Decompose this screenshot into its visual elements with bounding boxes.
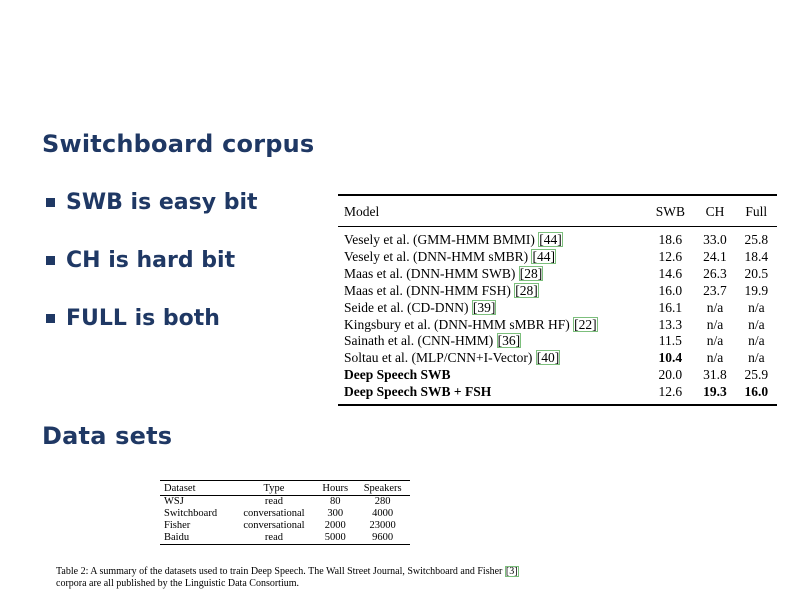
- header-type: Type: [233, 481, 315, 496]
- model-name: Deep Speech SWB: [344, 367, 451, 383]
- square-bullet-icon: [46, 314, 55, 323]
- ch-cell: 24.1: [703, 248, 727, 264]
- results-row: [338, 333, 777, 350]
- citation-link[interactable]: [44]: [532, 248, 555, 264]
- caption-text: Table 2: A summary of the datasets used to train Deep Speech. The Wall Street Journal, Switchboard and Fisher: [56, 566, 505, 577]
- results-table: [338, 194, 777, 406]
- model-name: Maas et al. (DNN-HMM SWB): [344, 265, 516, 281]
- model-name: Vesely et al. (GMM-HMM BMMI): [344, 232, 535, 247]
- dataset-cell: Switchboard: [164, 508, 218, 519]
- swb-cell: 11.5: [658, 333, 682, 349]
- model-cell: [338, 227, 646, 249]
- model-name: Deep Speech SWB + FSH: [344, 384, 492, 400]
- bullet-item: [46, 190, 258, 248]
- type-cell: conversational: [243, 520, 305, 531]
- bullet-text: CH is hard bit: [66, 248, 236, 273]
- section-title-datasets: Data sets: [42, 422, 173, 450]
- citation-link[interactable]: [3]: [505, 566, 518, 577]
- dataset-row: [160, 520, 410, 532]
- ch-cell: 26.3: [703, 265, 727, 281]
- full-cell: 16.0: [736, 384, 777, 405]
- swb-cell: 12.6: [646, 384, 694, 405]
- square-bullet-icon: [46, 256, 55, 265]
- model-cell: [338, 300, 646, 317]
- full-cell: n/a: [748, 333, 765, 349]
- ch-cell: 23.7: [703, 282, 727, 298]
- header-dataset: Dataset: [160, 481, 233, 496]
- citation-link[interactable]: [40]: [536, 350, 560, 366]
- ch-cell: 33.0: [703, 232, 727, 247]
- results-row: [338, 317, 777, 334]
- type-cell: read: [264, 496, 283, 507]
- citation-link[interactable]: [39]: [472, 299, 496, 315]
- bullet-text: SWB is easy bit: [66, 190, 258, 215]
- dataset-row: [160, 532, 410, 545]
- model-cell: [338, 350, 646, 367]
- swb-cell: 10.4: [658, 350, 683, 366]
- ch-cell: n/a: [706, 333, 724, 349]
- results-row: [338, 350, 777, 367]
- model-cell: [338, 384, 646, 405]
- header-full: Full: [736, 195, 777, 227]
- model-cell: [338, 283, 646, 300]
- dataset-table: [160, 480, 410, 545]
- header-swb: SWB: [646, 195, 694, 227]
- results-row: [338, 283, 777, 300]
- section-title-switchboard: Switchboard corpus: [42, 130, 315, 158]
- results-row: [338, 249, 777, 266]
- speakers-cell: 280: [374, 496, 391, 507]
- dataset-row: [160, 496, 410, 509]
- model-name: Seide et al. (CD-DNN): [344, 299, 469, 315]
- dataset-header-row: [160, 481, 410, 496]
- model-cell: [338, 367, 646, 384]
- swb-cell: 12.6: [658, 248, 683, 264]
- table-caption: [56, 566, 526, 590]
- dataset-cell: Baidu: [160, 532, 233, 545]
- results-row: [338, 300, 777, 317]
- citation-link[interactable]: [44]: [539, 232, 562, 247]
- full-cell: n/a: [748, 350, 765, 366]
- dataset-cell: WSJ: [164, 496, 184, 507]
- citation-link[interactable]: [22]: [574, 316, 597, 332]
- swb-cell: 20.0: [658, 367, 683, 383]
- full-cell: 18.4: [744, 248, 769, 264]
- speakers-cell: 23000: [369, 520, 396, 531]
- swb-cell: 13.3: [658, 316, 683, 332]
- results-row: [338, 266, 777, 283]
- results-row: [338, 367, 777, 384]
- model-name: Vesely et al. (DNN-HMM sMBR): [344, 248, 529, 264]
- model-cell: [338, 266, 646, 283]
- ch-cell: 31.8: [703, 367, 727, 383]
- type-cell: read: [233, 532, 315, 545]
- full-cell: 25.8: [744, 232, 769, 247]
- full-cell: 19.9: [744, 282, 769, 298]
- model-name: Soltau et al. (MLP/CNN+I-Vector): [344, 350, 533, 366]
- bullet-item: [46, 248, 258, 306]
- speakers-cell: 9600: [355, 532, 410, 545]
- swb-cell: 16.1: [658, 299, 683, 315]
- hours-cell: 5000: [315, 532, 355, 545]
- dataset-cell: Fisher: [164, 520, 191, 531]
- swb-cell: 14.6: [658, 265, 683, 281]
- type-cell: conversational: [243, 508, 305, 519]
- model-name: Sainath et al. (CNN-HMM): [344, 333, 494, 349]
- header-ch: CH: [694, 195, 735, 227]
- swb-cell: 16.0: [658, 282, 683, 298]
- header-hours: Hours: [315, 481, 355, 496]
- hours-cell: 80: [329, 496, 341, 507]
- citation-link[interactable]: [28]: [515, 282, 538, 298]
- citation-link[interactable]: [36]: [497, 333, 521, 349]
- model-cell: [338, 333, 646, 350]
- bullet-text: FULL is both: [66, 306, 220, 331]
- dataset-row: [160, 508, 410, 520]
- hours-cell: 2000: [324, 520, 346, 531]
- speakers-cell: 4000: [372, 508, 394, 519]
- ch-cell: n/a: [706, 299, 724, 315]
- header-speakers: Speakers: [355, 481, 410, 496]
- citation-link[interactable]: [28]: [519, 265, 543, 281]
- full-cell: 20.5: [744, 265, 769, 281]
- full-cell: 25.9: [744, 367, 769, 383]
- full-cell: n/a: [748, 316, 765, 332]
- results-row: [338, 227, 777, 249]
- swb-cell: 18.6: [658, 232, 683, 247]
- ch-cell: 19.3: [694, 384, 735, 405]
- model-name: Kingsbury et al. (DNN-HMM sMBR HF): [344, 316, 570, 332]
- hours-cell: 300: [327, 508, 344, 519]
- results-header-row: [338, 195, 777, 227]
- model-cell: [338, 317, 646, 334]
- ch-cell: n/a: [706, 316, 724, 332]
- ch-cell: n/a: [706, 350, 724, 366]
- model-cell: [338, 249, 646, 266]
- full-cell: n/a: [748, 299, 765, 315]
- header-model: Model: [338, 195, 646, 227]
- bullet-item: [46, 306, 258, 364]
- square-bullet-icon: [46, 198, 55, 207]
- results-row: [338, 384, 777, 405]
- model-name: Maas et al. (DNN-HMM FSH): [344, 282, 511, 298]
- bullet-list: [46, 190, 258, 364]
- caption-text-end: corpora are all published by the Linguistic Data Consortium.: [56, 578, 299, 589]
